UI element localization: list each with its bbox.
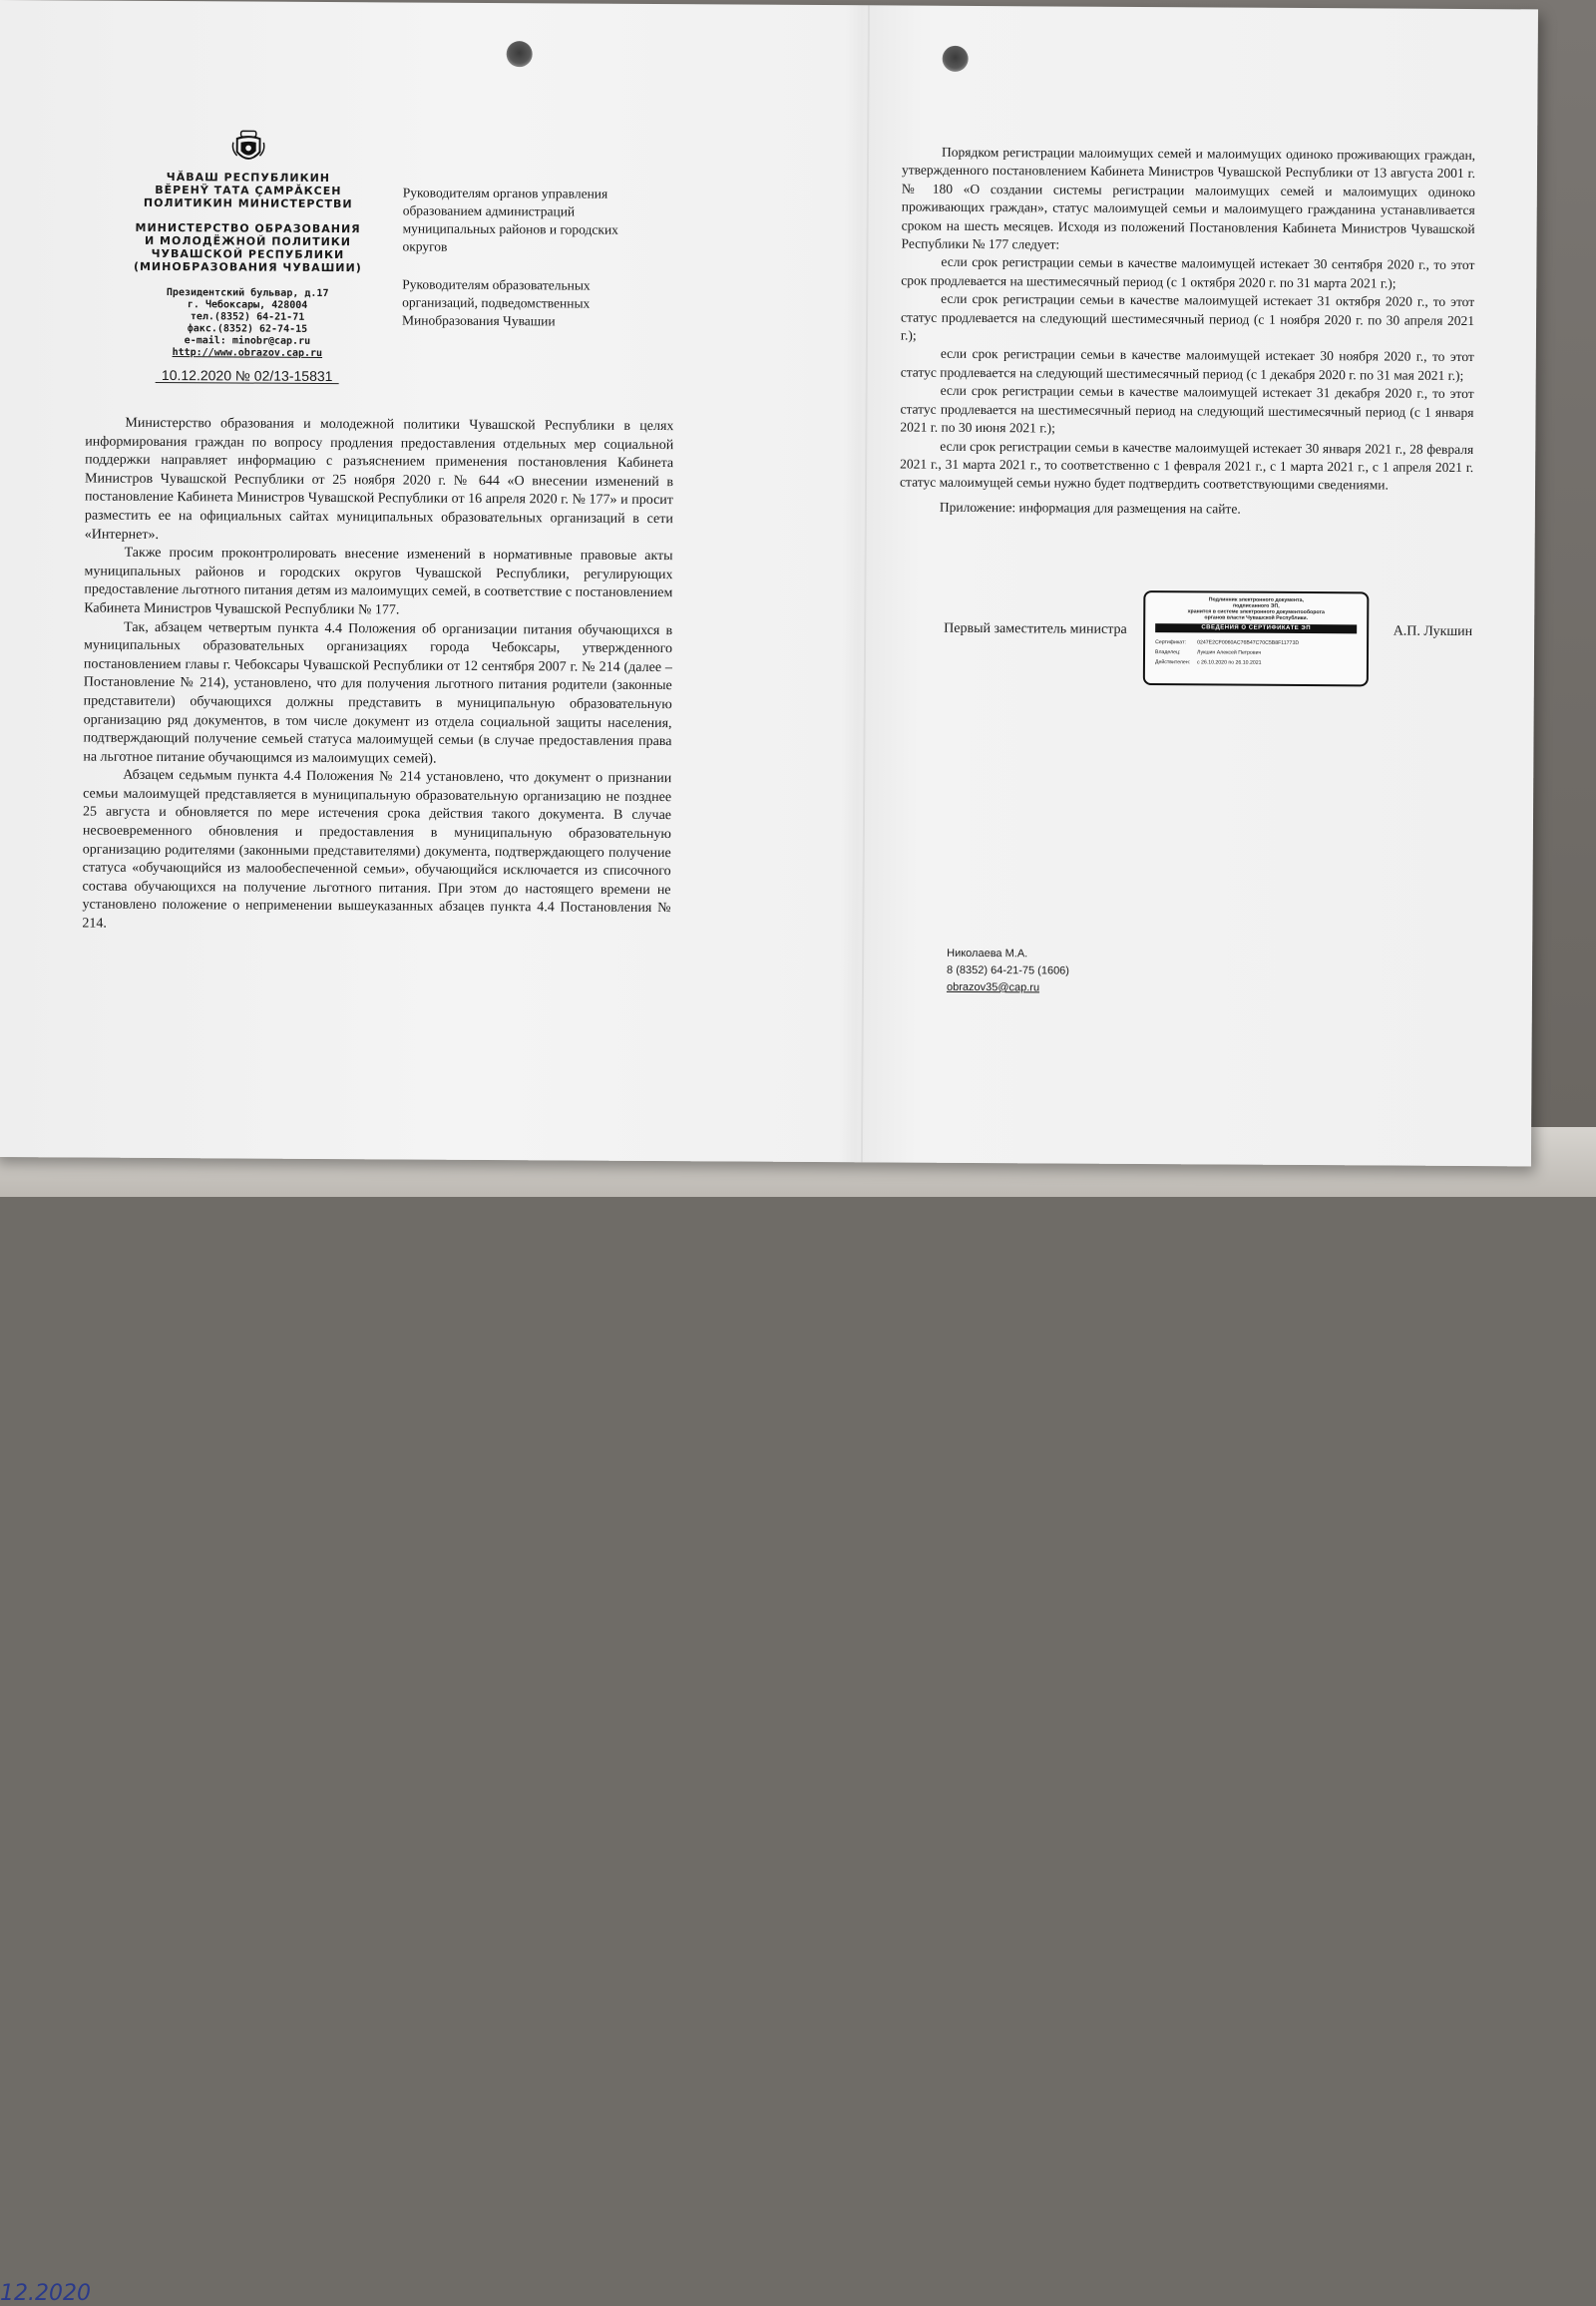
contact-address: Президентский бульвар, д.17 [166,287,329,300]
letterhead [133,129,364,384]
registration-line [156,366,339,385]
document-sheet [0,0,1538,1166]
contact-fax: факс.(8352) 62-74-15 [187,323,308,335]
addressee-first: Руководителям органов управления образованием администраций муниципальных районов и городских округов [402,185,618,254]
coat-of-arms-icon [229,129,267,167]
addressee-block [402,184,662,351]
stamp-row-owner: Владелец: Лукшин Алексей Петрович [1155,649,1262,656]
registration-number-sign: № [234,367,250,384]
stamp-line: органов власти Чувашской Республики. [1204,614,1309,622]
letterhead-chuvash-line3: ПОЛИТИКИН МИНИСТЕРСТВИ [143,195,353,211]
executor-phone: 8 (8352) 64-21-75 (1606) [947,963,1070,977]
stamp-line: Подлинник электронного документа, [1208,596,1304,603]
contact-phone: тел.(8352) 64-21-71 [190,311,305,323]
paragraph: если срок регистрации семьи в качестве малоимущей истекает 31 декабря 2020 г., то этот статус продлевается на шестимесячный период на следующий шестимесячный период (с 1 января 2021 г. по 30 июня 2021 г.); [900,383,1474,436]
signature-title: Первый заместитель министра [944,620,1127,637]
paragraph: если срок регистрации семьи в качестве малоимущей истекает 30 сентября 2020 г., то этот срок продлевается на шестимесячный период (с 1 октября 2020 г. по 31 марта 2021 г.); [901,254,1475,291]
contact-block [133,287,362,360]
paragraph: Министерство образования и молодежной политики Чувашской Республики в целях информирования граждан по вопросу продления предоставления отдельных мер социальной поддержки направляет информацию с разъяснением применения постановления Кабинета Министров Чувашской Республики от 25 ноября 2020 г. № 644 «О внесении изменений в постановление Кабинета Министров Чувашской Республики от 16 апреля 2020 г. № 177» и просит разместить ее на официальных сайтах муниципальных образовательных организаций в сети «Интернет». [84,415,674,543]
paragraph: если срок регистрации семьи в качестве малоимущей истекает 30 января 2021 г., 28 февраля 2021 г., 31 марта 2021 г., то соответственно с 1 февраля 2021 г., с 1 марта 2021 г., с 1 апреля 2021 г. статус малоимущей семьи нужно будет подтвердить соответствующими сведениями. [900,438,1474,493]
paragraph: если срок регистрации семьи в качестве малоимущей истекает 31 октября 2020 г., то этот статус продлевается на следующий шестимесячный период (с 1 ноября 2020 г. по 30 апреля 2021 г.); [900,291,1475,343]
letterhead-russian-line2: И МОЛОДЁЖНОЙ ПОЛИТИКИ [144,233,352,249]
addressee-second: Руководителям образовательных организаций, подведомственных Минобразования Чувашии [402,276,591,329]
page-fold [861,5,870,1162]
registration-number: 02/13-15831 [253,367,333,385]
letterhead-russian-line4: (МИНОБРАЗОВАНИЯ ЧУВАШИИ) [133,259,362,275]
contact-email: e-mail: minobr@cap.ru [184,335,311,347]
executor-name: Николаева М.А. [947,947,1028,961]
stamp-line: подписанного ЭП, [1232,602,1280,609]
electronic-signature-stamp [1143,590,1370,686]
letterhead-russian-line3: ЧУВАШСКОЙ РЕСПУБЛИКИ [151,246,345,262]
signature-name: А.П. Лукшин [1393,623,1473,640]
executor-email-link[interactable]: obrazov35@cap.ru [946,980,1040,994]
stamp-row-certificate: Сертификат: 0247E2CF0060AC76B47C70C5B8F11773D [1155,639,1300,646]
contact-site-link[interactable]: http://www.obrazov.cap.ru [172,347,323,359]
paragraph: если срок регистрации семьи в качестве малоимущей истекает 30 ноября 2020 г., то этот статус продлевается на следующий шестимесячный период (с 1 декабря 2020 г. по 31 мая 2021 г.); [900,346,1474,383]
letter-body-left [82,415,673,938]
contact-city: г. Чебоксары, 428004 [187,299,308,311]
letterhead-chuvash-line1: ЧĂВАШ РЕСПУБЛИКИН [166,171,331,186]
letterhead-russian-line1: МИНИСТЕРСТВО ОБРАЗОВАНИЯ [135,220,361,236]
letterhead-chuvash-line2: ВĚРЕНŸ ТАТА ÇАМРĂКСЕН [155,183,342,198]
handwritten-date: 12.2020 [0,2281,91,2306]
stamp-header-bar: СВЕДЕНИЯ О СЕРТИФИКАТЕ ЭП [1155,623,1357,633]
punch-hole-right [943,46,969,72]
paragraph: Так, абзацем четвертым пункта 4.4 Положения об организации питания обучающихся в муниципальных образовательных организациях города Чебоксары, утвержденного постановлением главы г. Чебоксары Чувашской Республики от 12 сентября 2007 г. № 214 (далее – Постановление № 214), установлено, что для получения льготного питания родители (законные представители) обучающихся должны представить в муниципальную образовательную организацию ряд документов, в том числе документ из отдела социальной защиты населения, подтверждающий получение семьей статуса малоимущей семьи (в случае предоставления права на льготное питание обучающимся из малоимущих семей). [83,619,673,767]
paragraph: Абзацем седьмым пункта 4.4 Положения № 214 установлено, что документ о признании семьи малоимущей представляется в муниципальную образовательную организацию не позднее 25 августа и обновляется по мере истечения срока действия такого документа. В случае несвоевременного обновления и предоставления в муниципальную образовательную организацию родителями (законными представителями) документа, подтверждающего получение статуса «обучающийся из малообеспеченной семьи», обучающийся исключается из списочного состава обучающихся на получение льготного питания. При этом до настоящего времени не установлено положение о неприменении вышеуказанных абзацев пункта 4.4 Постановления № 214. [82,768,672,932]
stamp-row-validity: Действителен: с 26.10.2020 по 26.10.2021 [1154,659,1262,666]
paragraph: Порядком регистрации малоимущих семей и малоимущих одиноко проживающих граждан, утвержденного постановлением Кабинета Министров Чувашской Республики от 13 августа 2001 г. № 180 «О создании системы регистрации малоимущих семей и малоимущих одиноко проживающих граждан», статус малоимущей семьи и малоимущего гражданина устанавливается сроком на шесть месяцев. Исходя из положений Постановления Кабинета Министров Чувашской Республики № 177 следует: [901,144,1476,252]
annex-note: Приложение: информация для размещения на сайте. [939,499,1241,517]
letter-body-right [900,144,1475,521]
stamp-line: хранится в системе электронного документооборота [1187,608,1325,616]
executor-block [947,946,1069,997]
punch-hole-left [507,41,533,67]
registration-date: 10.12.2020 [161,366,232,384]
signature-block [944,589,1473,692]
paragraph: Также просим проконтролировать внесение изменений в нормативные правовые акты муниципальных районов и городских округов Чувашской Республики, регулирующих предоставление льготного питания детям из малоимущих семей, в соответствие с постановлением Кабинета Министров Чувашской Республики № 177. [84,545,673,618]
